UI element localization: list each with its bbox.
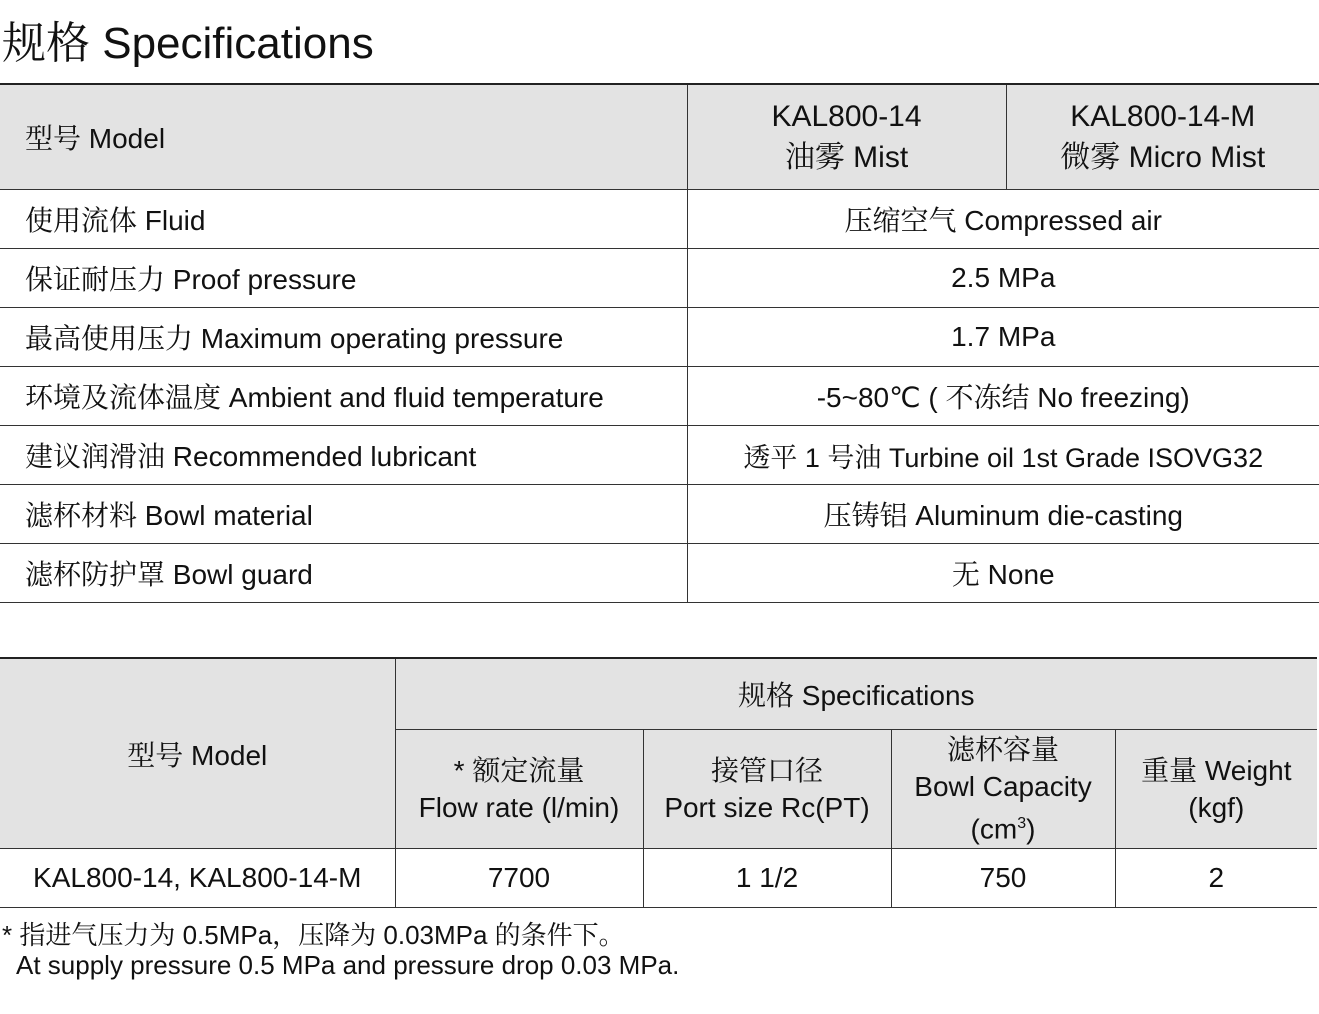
row-label: 建议润滑油 Recommended lubricant bbox=[0, 426, 687, 485]
row-label: 滤杯材料 Bowl material bbox=[0, 485, 687, 544]
table-row bbox=[0, 190, 1319, 249]
spec-table-dimensions bbox=[0, 657, 1317, 908]
col-title-en: Flow rate (l/min) bbox=[418, 792, 620, 823]
col-title-cn: * 额定流量 bbox=[453, 755, 585, 786]
table-row bbox=[0, 249, 1319, 308]
spec-table-general bbox=[0, 83, 1319, 603]
model-label: 型号 Model bbox=[0, 84, 687, 190]
col-title-cn: 重量 Weight bbox=[1141, 755, 1292, 786]
col-port-size bbox=[643, 730, 891, 849]
unit-text: (cm bbox=[970, 813, 1018, 845]
model-label: 型号 Model bbox=[0, 658, 395, 849]
col-title-en: Bowl Capacity bbox=[914, 770, 1092, 802]
table-header-row bbox=[0, 658, 1317, 730]
page-title: 规格 Specifications bbox=[2, 19, 374, 68]
model-name: KAL800-14 bbox=[771, 100, 922, 133]
cell-bowl-capacity: 750 bbox=[891, 849, 1115, 908]
table-row bbox=[0, 849, 1317, 908]
cell-port-size: 1 1/2 bbox=[643, 849, 891, 908]
row-value: -5~80℃ ( 不冻结 No freezing) bbox=[687, 367, 1319, 426]
model-type: 油雾 Mist bbox=[784, 141, 909, 174]
row-value: 2.5 MPa bbox=[687, 249, 1319, 308]
table-row bbox=[0, 367, 1319, 426]
row-value: 压缩空气 Compressed air bbox=[687, 190, 1319, 249]
col-title-cn: 滤杯容量 bbox=[946, 733, 1059, 765]
col-weight bbox=[1115, 730, 1317, 849]
cell-flow-rate: 7700 bbox=[395, 849, 643, 908]
col-title-cn: 接管口径 bbox=[710, 755, 823, 786]
table-row bbox=[0, 426, 1319, 485]
row-label: 使用流体 Fluid bbox=[0, 190, 687, 249]
footnote-cn: * 指进气压力为 0.5MPa，压降为 0.03MPa 的条件下。 bbox=[2, 920, 625, 950]
unit-superscript: 3 bbox=[1017, 814, 1027, 832]
table-row bbox=[0, 308, 1319, 367]
col-title-en: (kgf) bbox=[1188, 792, 1245, 823]
row-value: 透平 1 号油 Turbine oil 1st Grade ISOVG32 bbox=[687, 426, 1319, 485]
table-row bbox=[0, 485, 1319, 544]
model-kal800-14-m bbox=[1006, 84, 1319, 190]
row-value: 无 None bbox=[687, 544, 1319, 603]
row-value: 1.7 MPa bbox=[687, 308, 1319, 367]
col-bowl-capacity bbox=[891, 730, 1115, 849]
model-type: 微雾 Micro Mist bbox=[1060, 141, 1266, 174]
spec-label: 规格 Specifications bbox=[395, 658, 1317, 730]
table-header-row bbox=[0, 84, 1319, 190]
table-row bbox=[0, 544, 1319, 603]
col-flow-rate bbox=[395, 730, 643, 849]
row-label: 滤杯防护罩 Bowl guard bbox=[0, 544, 687, 603]
model-kal800-14 bbox=[687, 84, 1006, 190]
cell-weight: 2 bbox=[1115, 849, 1317, 908]
unit-close: ) bbox=[1026, 813, 1036, 845]
model-name: KAL800-14-M bbox=[1070, 100, 1256, 133]
footnote-en: At supply pressure 0.5 MPa and pressure drop 0.03 MPa. bbox=[16, 950, 680, 980]
row-value: 压铸铝 Aluminum die-casting bbox=[687, 485, 1319, 544]
col-unit bbox=[892, 805, 1115, 847]
row-label: 环境及流体温度 Ambient and fluid temperature bbox=[0, 367, 687, 426]
row-label: 保证耐压力 Proof pressure bbox=[0, 249, 687, 308]
col-title-en: Port size Rc(PT) bbox=[664, 792, 870, 823]
row-label: 最高使用压力 Maximum operating pressure bbox=[0, 308, 687, 367]
row-model: KAL800-14, KAL800-14-M bbox=[0, 849, 395, 908]
